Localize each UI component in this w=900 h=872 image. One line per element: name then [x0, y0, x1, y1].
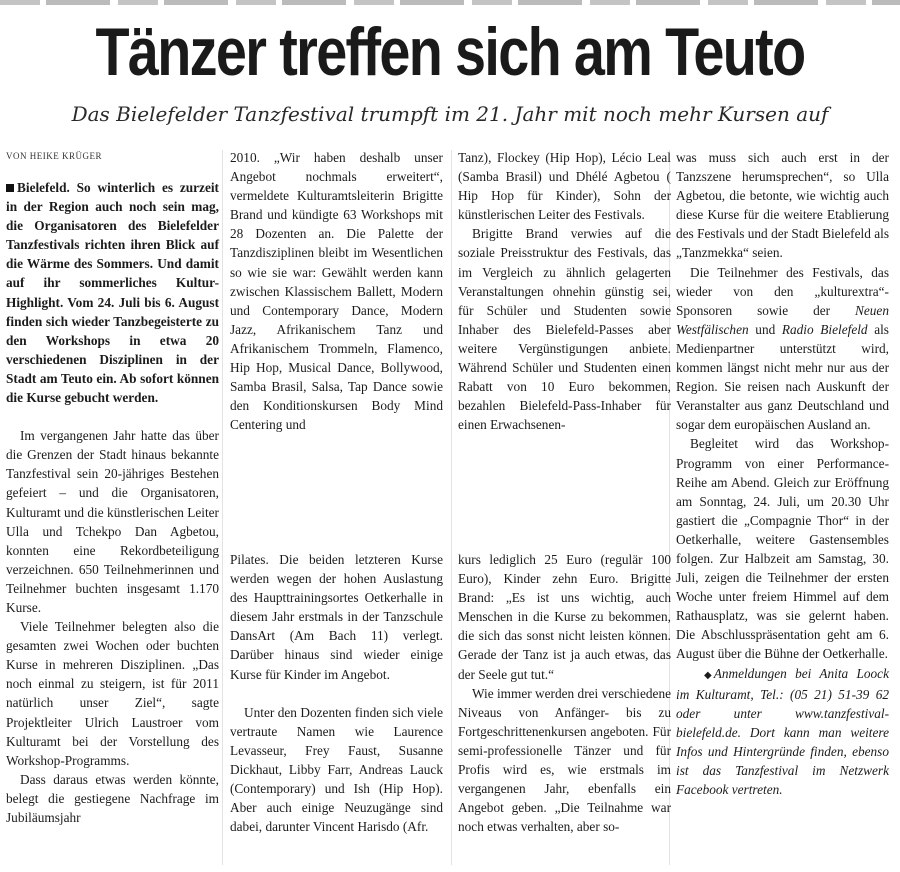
column-2-top: [230, 148, 443, 434]
body-paragraph: 2010. „Wir haben deshalb unser Angebot nochmals erweitert“, vermeldete Kulturamtsleiterin Brigitte Brand und kündigte 63 Workshops mit 28 Dozenten an. Die Palette der Tanzdisziplinen bleibt im Wesentlichen so wie sie war: Gewählt werden kann zwischen Klassischem Ballett, Modern und Contemporary Dance, Modern Jazz, Afrikanischem Tanz und Afrikanischem Trommeln, Flamenco, Hip Hop, Musical Dance, Bollywood, Samba Brasil, Salsa, Tap Dance sowie den Konditionskursen Body Mind Centering und: [230, 150, 443, 433]
spacer: [6, 407, 219, 426]
body-paragraph: Brigitte Brand verwies auf die soziale Preisstruktur des Festivals, das im Vergleich zu ähnlich gelagerten Veranstaltungen ohnehin günstig sei, für Schüler und Studenten sowie Inhaber des Bielefeld-Passes aber weitere Vergünstigungen anbiete. Während Schüler und Studenten einen Rabatt von 10 Euro bekommen, bezahlen Bielefeld-Pass-Inhaber für einen Erwachsenen-: [458, 226, 671, 433]
subheadline: Das Bielefelder Tanzfestival trumpft im 21. Jahr mit noch mehr Kursen auf: [71, 102, 829, 126]
body-paragraph: Wie immer werden drei verschiedene Niveaus von Anfänger- bis zu Fortgeschrittenenkursen angeboten. Für semi-professionelle Tänzer und für Profis wird es, wie erstmals im vergangenen Jahr, ebenfalls ein Angebot geben. „Die Teilnahme war noch etwas verhalten, aber so-: [458, 685, 671, 835]
column-4: [676, 148, 889, 799]
body-paragraph: Im vergangenen Jahr hatte das über die Grenzen der Stadt hinaus bekannte Tanzfestival sein 20-jähriges Bestehen gefeiert – und die Organisatoren, Kulturamt und die künstlerischen Leiter Ulla und Tchekpo Dan Agbetou, konnten eine Rekordbeteiligung verzeichnen. 650 Teilnehmerinnen und Teilnehmer buchten insgesamt 1.170 Kurse.: [6, 428, 219, 615]
body-paragraph: Die Teilnehmer des Festivals, das wieder von den „kulturextra“-Sponsoren sowie der Neuen Westfälischen und Radio Bielefeld als Medienpartner unterstützt wird, kommen längst nicht mehr nur aus der Region. Sie reisen nach Auskunft der Veranstalter aus ganz Deutschland und sogar dem europäischen Ausland an.: [676, 264, 889, 433]
radio-name: Radio Bielefeld: [781, 321, 868, 337]
lead-paragraph: Bielefeld. So winterlich es zurzeit in der Region auch noch sein mag, die Organisatoren des Bielefelder Tanzfestivals richten ihren Blick auf die Wärme des Sommers. Und damit auf ihr sommerliches Kultur-Highlight. Vom 24. Juli bis 6. August finden sich wieder Tanzbegeisterte zu den Workshops in etwa 20 verschiedenen Disziplinen in der Stadt am Teuto ein. Ab sofort können die Kurse gebucht werden.: [6, 180, 219, 406]
body-paragraph: Viele Teilnehmer belegten also die gesamten zwei Wochen oder buchten Kurse in mehreren Disziplinen. „Das noch einmal zu steigern, ist für 2011 natürlich unser Ziel“, sagte Projektleiter Ulrich Laustroer vom Kulturamt bei der Vorstellung des Workshop-Programms.: [6, 619, 219, 768]
body-paragraph: Pilates. Die beiden letzteren Kurse werden wegen der hohen Auslastung des Haupttrainingsortes Oetkerhalle in diesem Jahr erstmals in der Tanzschule DansArt (Am Bach 11) verlegt. Darüber hinaus sind wieder einige Kurse für Kinder im Angebot.: [230, 552, 443, 682]
column-divider: [222, 150, 223, 865]
body-paragraph: Dass daraus etwas werden könnte, belegt die gestiegene Nachfrage im Jubiläumsjahr: [6, 771, 219, 825]
diamond-bullet-icon: ◆: [704, 669, 712, 681]
body-paragraph: Unter den Dozenten finden sich viele vertraute Namen wie Laurence Levasseur, Frey Faust, Susanne Dickhaut, Libby Farr, Andreas Lauck (Contemporary) und Ish (Hip Hop). Aber auch einige Neuzugänge sind dabei, darunter Vincent Harisdo (Afr.: [230, 704, 443, 835]
cropped-previous-text-strip: [0, 0, 900, 5]
body-paragraph: Begleitet wird das Workshop-Programm von einer Performance-Reihe am Abend. Gleich zur Eröffnung am Sonntag, 24. Juli, um 20.30 Uhr gastiert die „Compagnie Thor“ in der Oetkerhalle, weitere Gastensembles folgen. Zur Halbzeit am Samstag, 30. Juli, zeigen die Teilnehmer der ersten Woche unter freiem Himmel auf dem Rathausplatz, was sie gelernt haben. Die Abschlusspräsentation geht am 6. August über die Bühne der Oetkerhalle.: [676, 436, 889, 662]
body-paragraph: was muss sich auch erst in der Tanzszene herumsprechen“, so Ulla Agbetou, die betonte, wie wichtig auch diese Kurse für die weitere Etablierung des Festivals und der Stadt Bielefeld als „Tanzmekka“ seien.: [676, 150, 889, 261]
byline: VON HEIKE KRÜGER: [6, 151, 102, 161]
body-paragraph: kurs lediglich 25 Euro (regulär 100 Euro), Kinder zehn Euro. Brigitte Brand: „Es ist uns wichtig, auch Menschen in die Kurse zu bekommen, die sich das sonst nicht leisten können. Gerade der Tanz ist ja auch etwas, das der Seele gut tut.“: [458, 552, 671, 682]
bullet-square-icon: [6, 184, 14, 192]
body-paragraph: Tanz), Flockey (Hip Hop), Lécio Leal (Samba Brasil) und Dhélé Agbetou ( Hip Hop für Kinder), Sohn der künstlerischen Leiter des Festivals.: [458, 150, 671, 223]
column-1: [6, 178, 219, 827]
column-3-bottom: [458, 550, 671, 836]
spacer: [230, 684, 443, 703]
column-2-bottom: [230, 550, 443, 836]
column-3-top: [458, 148, 671, 434]
newspaper-name: Neuen Westfälischen: [676, 302, 889, 337]
info-note: ◆ Anmeldungen bei Anita Loock im Kulturamt, Tel.: (05 21) 51-39 62 oder unter www.tanzfestival-bielefeld.de. Dort kann man weitere Infos und Hintergründe finden, ebenso ist das Tanzfestival im Netzwerk Facebook vertreten.: [676, 665, 889, 798]
column-divider: [451, 150, 452, 865]
headline: Tänzer treffen sich am Teuto: [95, 14, 805, 90]
